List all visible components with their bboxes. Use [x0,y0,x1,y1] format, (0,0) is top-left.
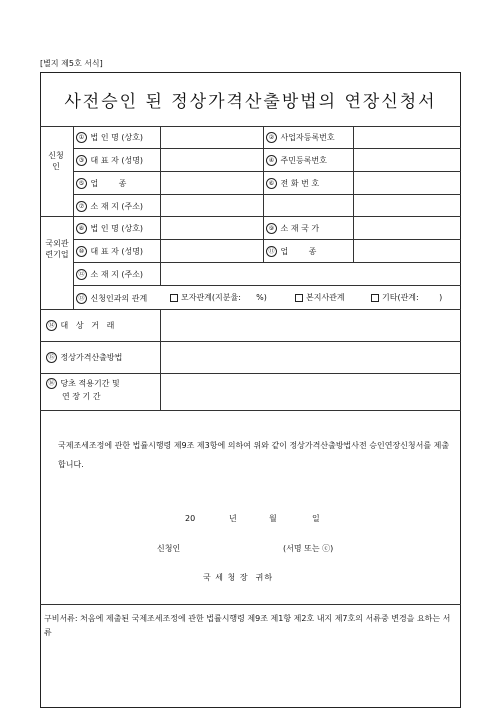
field-address: ⑦ 소 재 지 (주소) [76,201,143,212]
field-foreign-representative: ⑩ 대 표 자 (성명) [76,246,143,257]
field-business-reg-no: ② 사업자등록번호 [266,132,335,143]
checkbox-icon [295,294,303,302]
field-relationship: ⑬ 신청인과의 관계 [76,293,147,304]
field-phone: ⑥ 전 화 번 호 [266,178,319,189]
field-pricing-method: ⑮ 정상가격산출방법 [46,352,122,363]
field-foreign-corp-name: ⑧ 법 인 명 (상호) [76,223,143,234]
required-documents: 구비서류: 처음에 제출된 국제조세조정에 관한 법률시행령 제9조 제1항 제2호 내지 제7호의 서류중 변경을 요하는 서류 [44,614,451,637]
date-month-unit: 월 [269,514,277,523]
field-representative: ③ 대 표 자 (성명) [76,155,143,166]
field-period: ⑯ 당초 적용기간 및 [46,378,120,389]
statement-text: 국제조세조정에 관한 법률시행령 제9조 제3항에 의하여 위와 같이 정상가격산출방법사전 승인연장신청서를 제출합니다. [58,441,450,469]
relation-option-other[interactable]: 기타(관계: ) [371,293,442,303]
checkbox-icon [170,294,178,302]
form-title: 사전승인 된 정상가격산출방법의 연장신청서 [64,91,437,112]
signature-field: (서명 또는 ⓒ) [283,544,334,553]
relation-option-branch[interactable]: 본지사관계 [295,293,345,303]
field-business-type: ⑤ 업 종 [76,178,126,189]
applicant-group-label: 신청인 [48,151,64,171]
form-number-label: [별지 제5호 서식] [40,59,103,68]
field-period-line2: 연 장 기 간 [62,392,101,401]
field-corp-name: ① 법 인 명 (상호) [76,132,143,143]
date-day-unit: 일 [312,514,320,523]
checkbox-icon [371,294,379,302]
applicant-sign-label: 신청인 [157,544,181,553]
field-resident-reg-no: ④ 주민등록번호 [266,155,327,166]
relation-option-parent[interactable]: 모자관계(지분율: %) [170,293,267,303]
date-year: 20 [185,514,196,523]
field-foreign-address: ⑫ 소 재 지 (주소) [76,269,143,280]
date-year-unit: 년 [229,514,237,523]
field-target-transaction: ⑭ 대 상 거 래 [46,320,114,331]
foreign-group-label: 국외관련기업 [45,239,69,259]
field-country: ⑨ 소 재 국 가 [266,223,319,234]
recipient-label: 국 세 청 장 귀하 [203,573,274,582]
field-foreign-business-type: ⑪ 업 종 [266,246,316,257]
